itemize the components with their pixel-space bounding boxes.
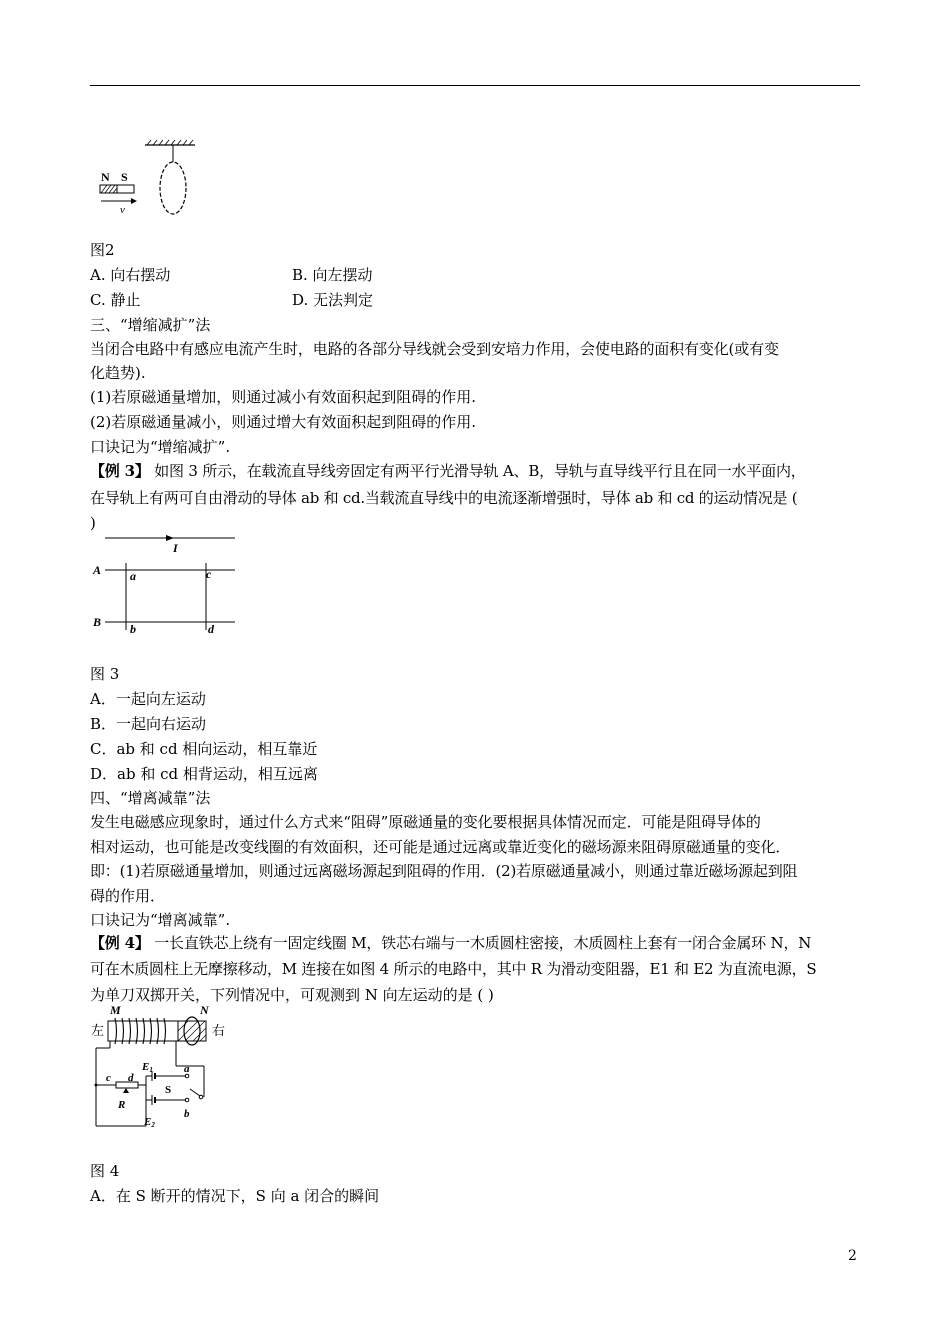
example-3-line1 <box>90 462 860 480</box>
q2-options-row1 <box>90 266 860 284</box>
example-3-tag: 【例 3】 <box>90 462 150 480</box>
section-4-para1-line2: 相对运动，也可能是改变线圈的有效面积，还可能是通过远离或靠近变化的磁场源来阻碍原磁通量的变化． <box>90 838 791 856</box>
rheostat-d-label: d <box>128 1072 134 1084</box>
example-4-tag: 【例 4】 <box>90 934 150 952</box>
magnet-s-label: S <box>121 170 128 184</box>
point-d-label: d <box>208 622 214 636</box>
rheostat-r-label: R <box>118 1099 126 1111</box>
rail-b-label: B <box>93 615 102 629</box>
section-3-mnemonic: 口诀记为“增缩减扩”. <box>90 438 231 456</box>
example-4-line3: 为单刀双掷开关，下列情况中，可观测到 N 向左运动的是 ( ) <box>90 986 494 1004</box>
section-3-rule-2: (2)若原磁通量减小，则通过增大有效面积起到阻碍的作用. <box>90 413 477 431</box>
figure-2-magnet-ring <box>95 140 235 220</box>
q2-option-c: C. 静止 <box>90 291 141 309</box>
rail-a-label: A <box>93 563 102 577</box>
example-4-line1 <box>90 934 860 952</box>
figure-4-caption: 图 4 <box>90 1162 120 1180</box>
q2-option-b: B. 向左摆动 <box>292 266 373 284</box>
example-3-option-d: D．ab 和 cd 相背运动，相互远离 <box>90 765 318 783</box>
section-3-title: 三、“增缩减扩”法 <box>90 316 211 334</box>
left-label: 左 <box>91 1023 105 1038</box>
figure-3-rails <box>90 530 240 640</box>
rheostat-c-label: c <box>106 1072 111 1084</box>
section-4-mnemonic: 口诀记为“增离减靠”. <box>90 911 231 929</box>
terminal-b-label: b <box>184 1108 190 1120</box>
example-4-line2: 可在木质圆柱上无摩擦移动，M 连接在如图 4 所示的电路中，其中 R 为滑动变阻器，E1 和 E2 为直流电源，S <box>90 960 817 978</box>
battery-e1-label: E1 <box>142 1061 153 1074</box>
q2-option-d: D. 无法判定 <box>292 291 374 309</box>
battery-e2-label: E2 <box>144 1116 155 1129</box>
point-c-label: c <box>206 567 212 581</box>
section-4-para1-line1: 发生电磁感应现象时，通过什么方式来“阻碍”原磁通量的变化要根据具体情况而定．可能是阻碍导体的 <box>90 813 761 831</box>
right-label: 右 <box>212 1023 226 1038</box>
magnet-n-label: N <box>101 170 110 184</box>
example-3-text1: 如图 3 所示，在载流直导线旁固定有两平行光滑导轨 A、B，导轨与直导线平行且在同一水平面内， <box>149 462 806 480</box>
point-b-label: b <box>130 622 136 636</box>
example-4-option-a: A．在 S 断开的情况下，S 向 a 闭合的瞬间 <box>90 1187 380 1205</box>
example-3-line2: 在导轨上有两可自由滑动的导体 ab 和 cd.当载流直导线中的电流逐渐增强时，导体 ab 和 cd 的运动情况是 ( <box>90 489 798 507</box>
example-3-option-b: B．一起向右运动 <box>90 715 207 733</box>
example-3-option-a: A．一起向左运动 <box>90 690 206 708</box>
current-label: I <box>173 541 178 555</box>
terminal-a-label: a <box>184 1063 190 1075</box>
section-4-para1-line3: 即：(1)若原磁通量增加，则通过远离磁场源起到阻碍的作用．(2)若原磁通量减小，则通过靠近磁场源起到阻 <box>90 862 798 880</box>
switch-s-label: S <box>165 1084 172 1096</box>
figure-2-caption: 图2 <box>90 241 115 259</box>
point-a-label: a <box>130 569 136 583</box>
example-3-option-c: C．ab 和 cd 相向运动，相互靠近 <box>90 740 318 758</box>
velocity-label: v <box>120 204 125 216</box>
coil-m-label: M <box>110 1003 121 1017</box>
section-3-rule-1: (1)若原磁通量增加，则通过减小有效面积起到阻碍的作用. <box>90 388 477 406</box>
section-4-para1-line4: 碍的作用． <box>90 887 166 905</box>
q2-options-row2 <box>90 291 860 309</box>
section-3-para1-line2: 化趋势). <box>90 364 146 382</box>
example-3-line3: ) <box>90 514 96 532</box>
q2-option-a: A. 向右摆动 <box>90 266 171 284</box>
header-rule <box>90 85 860 86</box>
figure-3-caption: 图 3 <box>90 665 120 683</box>
figure-4-circuit <box>88 1004 238 1134</box>
example-4-text1: 一长直铁芯上绕有一固定线圈 M，铁芯右端与一木质圆柱密接，木质圆柱上套有一闭合金属环 N，N <box>149 934 812 952</box>
section-4-title: 四、“增离减靠”法 <box>90 789 211 807</box>
page-number: 2 <box>848 1248 857 1264</box>
ring-n-label: N <box>200 1003 209 1017</box>
section-3-para1-line1: 当闭合电路中有感应电流产生时，电路的各部分导线就会受到安培力作用，会使电路的面积有变化(或有变 <box>90 340 779 358</box>
